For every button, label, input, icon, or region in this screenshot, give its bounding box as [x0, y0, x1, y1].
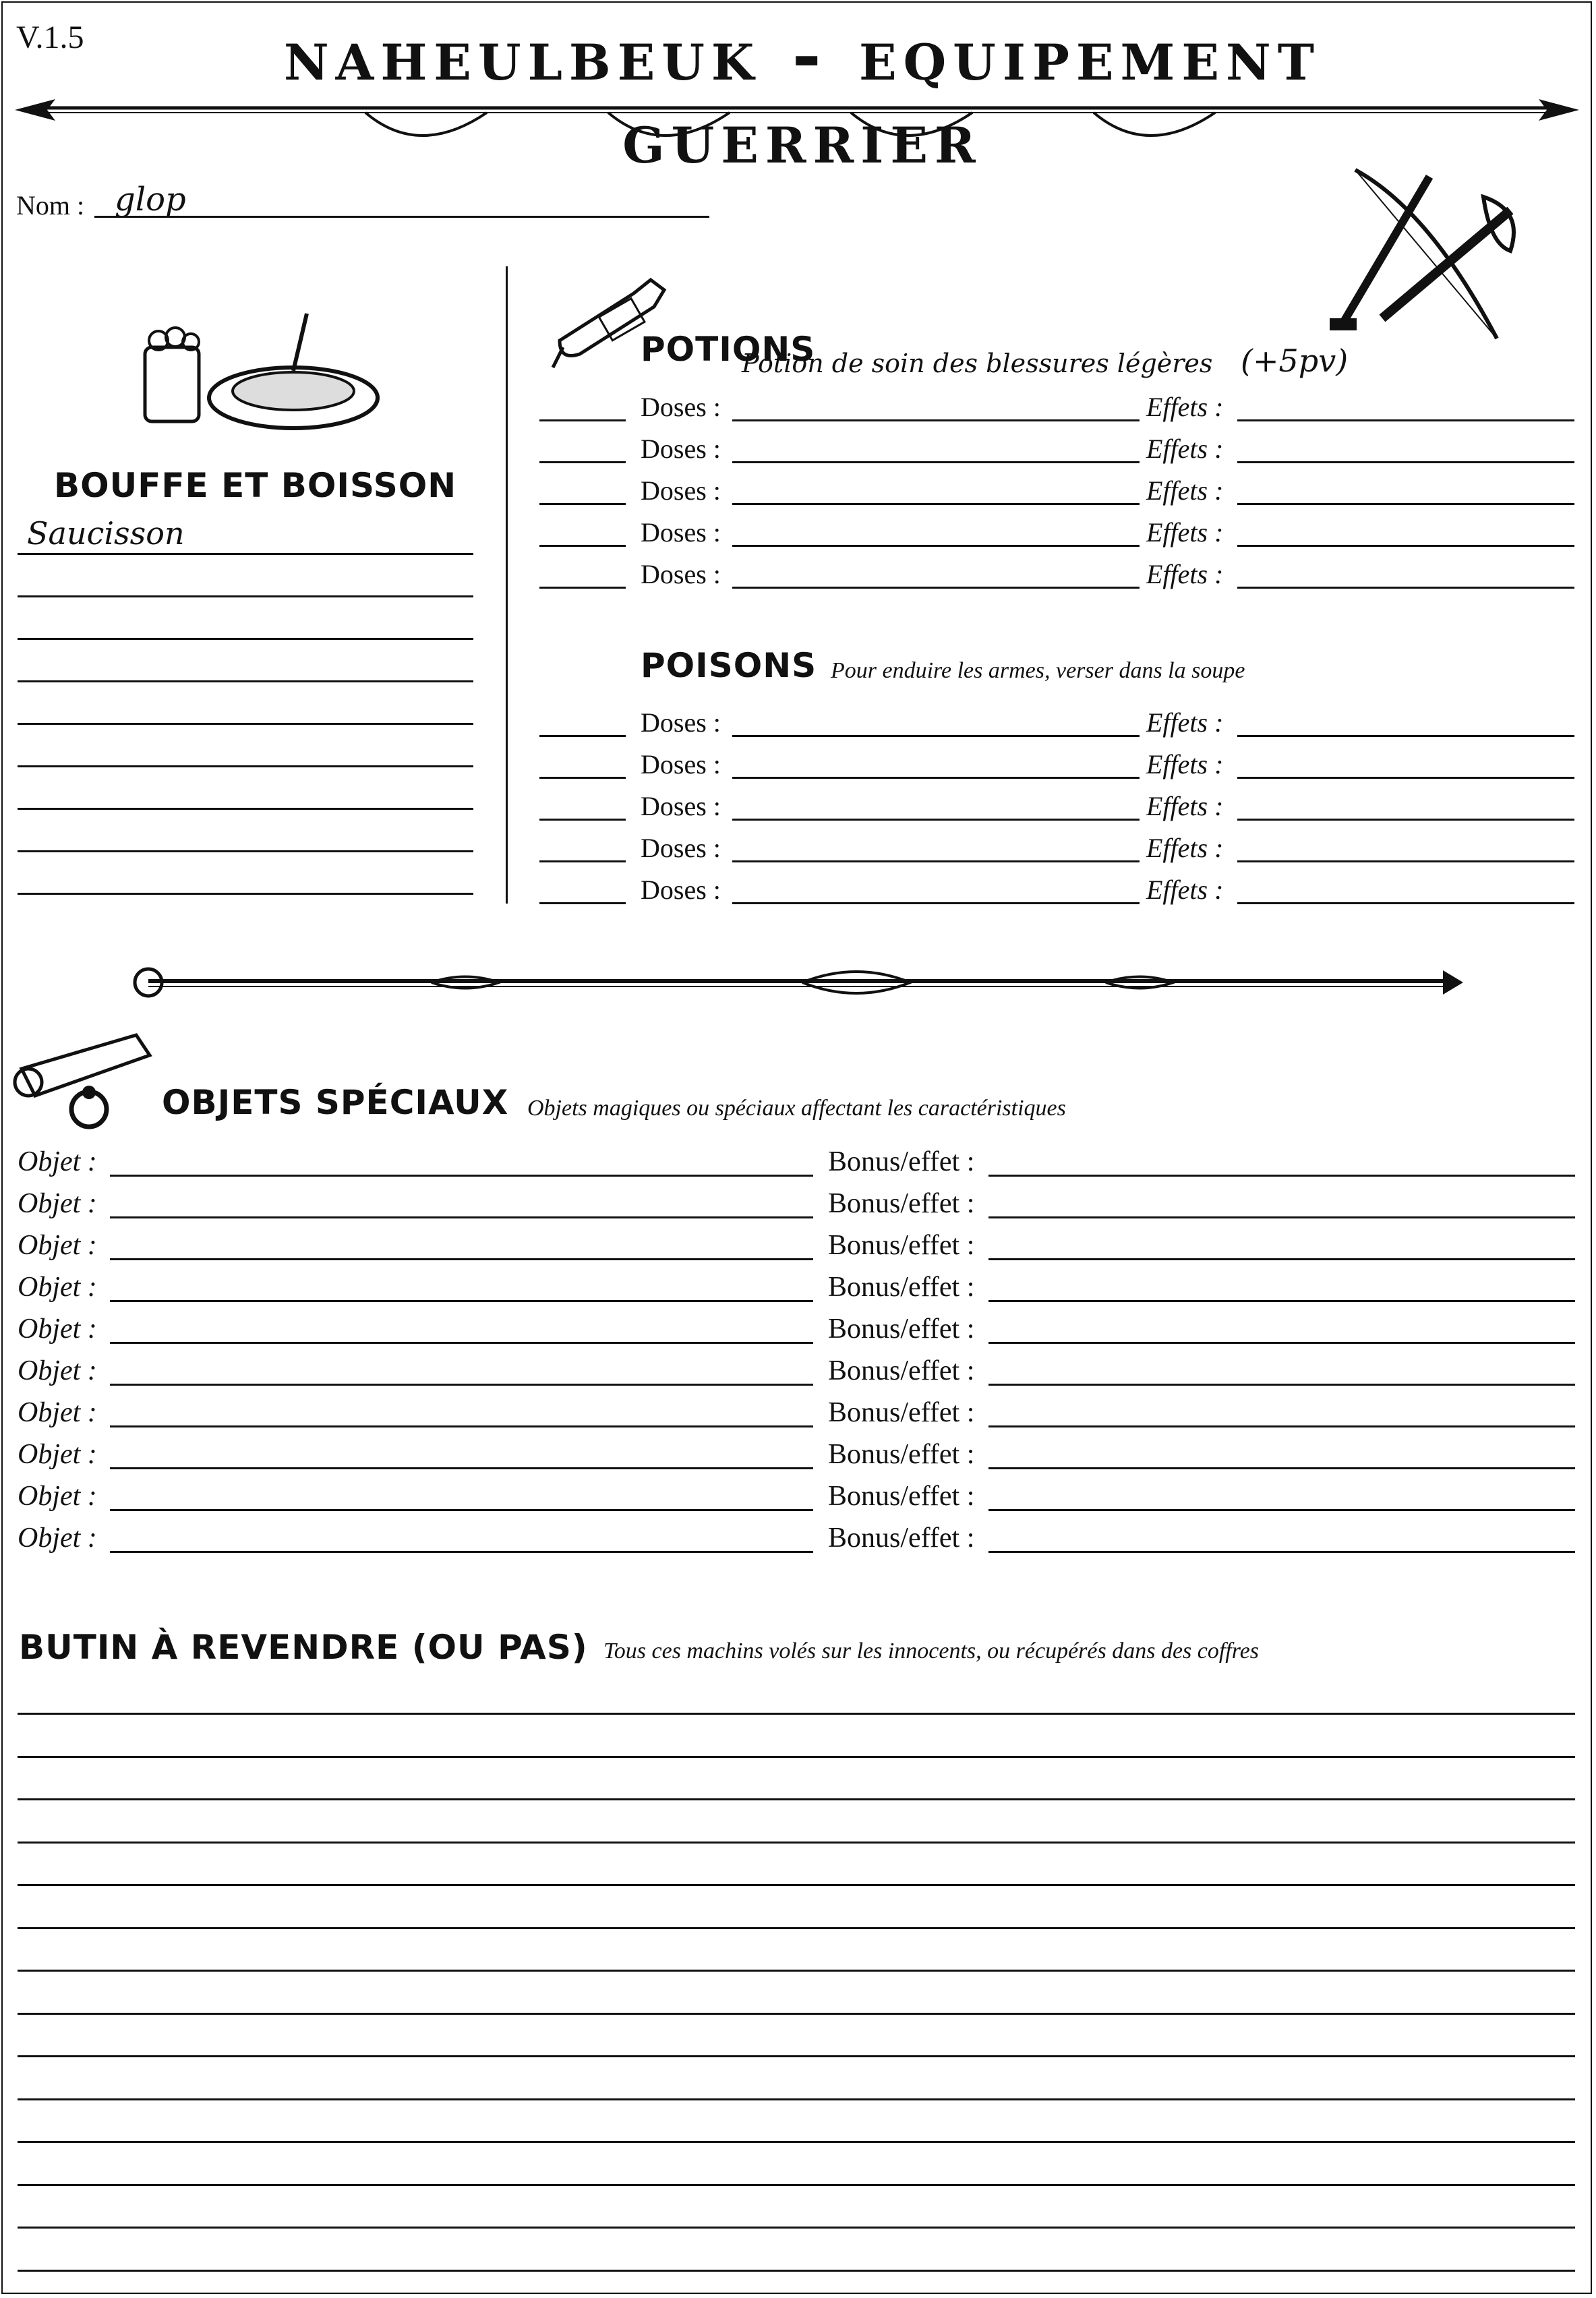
- object-line[interactable]: [110, 1384, 813, 1386]
- name-value[interactable]: glop: [115, 181, 186, 218]
- food-line: [18, 680, 473, 682]
- poison-doses-label: Doses :: [641, 707, 721, 738]
- food-line: [18, 723, 473, 725]
- bonus-label: Bonus/effet :: [828, 1230, 975, 1261]
- special-items-subtitle: Objets magiques ou spéciaux affectant les caractéristiques: [527, 1096, 1066, 1121]
- potion-doses-label: Doses :: [641, 475, 721, 506]
- object-label: Objet :: [18, 1314, 97, 1345]
- potion-doses-label: Doses :: [641, 559, 721, 589]
- poisons-title: POISONS: [641, 646, 817, 685]
- poison-effets-line[interactable]: [1237, 902, 1574, 904]
- loot-line[interactable]: [18, 1798, 1575, 1800]
- poison-doses-label: Doses :: [641, 749, 721, 779]
- bonus-line[interactable]: [988, 1425, 1575, 1427]
- potion-qty-line[interactable]: [539, 545, 626, 547]
- poison-effets-label: Effets :: [1146, 707, 1224, 738]
- object-line[interactable]: [110, 1551, 813, 1553]
- potion-effets-line[interactable]: [1237, 461, 1574, 463]
- poisons-subtitle: Pour enduire les armes, verser dans la soupe: [831, 658, 1245, 683]
- object-label: Objet :: [18, 1230, 97, 1261]
- poison-doses-line[interactable]: [732, 777, 1140, 779]
- crossed-weapons-icon: [1328, 156, 1524, 345]
- potion-doses-line[interactable]: [732, 503, 1140, 505]
- bonus-line[interactable]: [988, 1467, 1575, 1469]
- loot-line[interactable]: [18, 1970, 1575, 1972]
- poison-doses-line[interactable]: [732, 902, 1140, 904]
- poison-effets-line[interactable]: [1237, 860, 1574, 862]
- bonus-label: Bonus/effet :: [828, 1439, 975, 1470]
- poison-effets-line[interactable]: [1237, 819, 1574, 821]
- poison-doses-line[interactable]: [732, 819, 1140, 821]
- loot-line[interactable]: [18, 2141, 1575, 2143]
- poison-qty-line[interactable]: [539, 819, 626, 821]
- object-label: Objet :: [18, 1188, 97, 1219]
- staff-divider-icon: [128, 961, 1463, 1001]
- loot-line[interactable]: [18, 1884, 1575, 1886]
- poison-qty-line[interactable]: [539, 860, 626, 862]
- potion-effets-label: Effets :: [1146, 559, 1224, 589]
- potion-effets-line[interactable]: [1237, 587, 1574, 589]
- object-line[interactable]: [110, 1300, 813, 1302]
- potion-doses-line[interactable]: [732, 545, 1140, 547]
- poison-effets-label: Effets :: [1146, 833, 1224, 863]
- potions-title: POTIONS: [641, 330, 816, 369]
- potion-effets-label: Effets :: [1146, 392, 1224, 422]
- loot-subtitle: Tous ces machins volés sur les innocents, ou récupérés dans des coffres: [603, 1639, 1260, 1663]
- object-line[interactable]: [110, 1425, 813, 1427]
- version-label: V.1.5: [16, 20, 84, 55]
- poison-effets-label: Effets :: [1146, 749, 1224, 779]
- poison-qty-line[interactable]: [539, 902, 626, 904]
- poison-doses-line[interactable]: [732, 860, 1140, 862]
- loot-line[interactable]: [18, 2184, 1575, 2186]
- bonus-line[interactable]: [988, 1342, 1575, 1344]
- poison-doses-label: Doses :: [641, 791, 721, 821]
- bonus-line[interactable]: [988, 1258, 1575, 1260]
- potion-entry-text[interactable]: Potion de soin des blessures légères: [742, 349, 1213, 378]
- potion-effets-line[interactable]: [1237, 419, 1574, 421]
- potion-qty-line[interactable]: [539, 419, 626, 421]
- loot-line[interactable]: [18, 2270, 1575, 2272]
- object-label: Objet :: [18, 1272, 97, 1303]
- potion-doses-label: Doses :: [641, 434, 721, 464]
- poison-effets-line[interactable]: [1237, 777, 1574, 779]
- bonus-line[interactable]: [988, 1509, 1575, 1511]
- bonus-line[interactable]: [988, 1300, 1575, 1302]
- spear-divider-icon: [15, 84, 1579, 152]
- potion-effets-label: Effets :: [1146, 475, 1224, 506]
- food-entry[interactable]: Saucisson: [27, 515, 185, 552]
- poison-effets-label: Effets :: [1146, 875, 1224, 905]
- food-tray-icon: [138, 307, 381, 435]
- bonus-label: Bonus/effet :: [828, 1188, 975, 1219]
- loot-line[interactable]: [18, 1842, 1575, 1844]
- name-line: [94, 216, 709, 218]
- object-label: Objet :: [18, 1146, 97, 1177]
- loot-line[interactable]: [18, 1713, 1575, 1715]
- food-line: [18, 638, 473, 640]
- loot-line[interactable]: [18, 2098, 1575, 2100]
- poison-doses-label: Doses :: [641, 833, 721, 863]
- poison-doses-label: Doses :: [641, 875, 721, 905]
- loot-line[interactable]: [18, 2013, 1575, 2015]
- potion-doses-line[interactable]: [732, 419, 1140, 421]
- bonus-label: Bonus/effet :: [828, 1272, 975, 1303]
- column-divider: [506, 266, 508, 904]
- loot-line[interactable]: [18, 2055, 1575, 2057]
- food-line: [18, 893, 473, 895]
- food-title: BOUFFE ET BOISSON: [54, 466, 457, 505]
- object-line[interactable]: [110, 1342, 813, 1344]
- loot-title: BUTIN À REVENDRE (OU PAS): [19, 1628, 588, 1667]
- poison-doses-line[interactable]: [732, 735, 1140, 737]
- potion-effets-line[interactable]: [1237, 503, 1574, 505]
- potion-qty-line[interactable]: [539, 503, 626, 505]
- object-line[interactable]: [110, 1509, 813, 1511]
- object-label: Objet :: [18, 1481, 97, 1512]
- potion-entry-effect[interactable]: (+5pv): [1241, 343, 1349, 379]
- potion-qty-line[interactable]: [539, 587, 626, 589]
- special-items-title: OBJETS SPÉCIAUX: [162, 1083, 509, 1122]
- scroll-ring-icon: [15, 1028, 156, 1136]
- potion-effets-line[interactable]: [1237, 545, 1574, 547]
- loot-line[interactable]: [18, 1927, 1575, 1929]
- poison-qty-line[interactable]: [539, 735, 626, 737]
- potion-doses-label: Doses :: [641, 517, 721, 548]
- food-line: [18, 850, 473, 852]
- bonus-line[interactable]: [988, 1551, 1575, 1553]
- potion-doses-label: Doses :: [641, 392, 721, 422]
- food-line: [18, 765, 473, 767]
- loot-line[interactable]: [18, 1756, 1575, 1758]
- object-label: Objet :: [18, 1439, 97, 1470]
- potion-doses-line[interactable]: [732, 587, 1140, 589]
- food-line: [18, 553, 473, 555]
- object-line[interactable]: [110, 1216, 813, 1218]
- food-line: [18, 595, 473, 597]
- object-line[interactable]: [110, 1175, 813, 1177]
- object-line[interactable]: [110, 1258, 813, 1260]
- potion-effets-label: Effets :: [1146, 517, 1224, 548]
- bonus-line[interactable]: [988, 1175, 1575, 1177]
- object-label: Objet :: [18, 1397, 97, 1428]
- bonus-label: Bonus/effet :: [828, 1355, 975, 1386]
- potion-qty-line[interactable]: [539, 461, 626, 463]
- page-title: naheulbeuk - equipement guerrier: [283, 13, 1322, 179]
- bonus-label: Bonus/effet :: [828, 1146, 975, 1177]
- bonus-label: Bonus/effet :: [828, 1523, 975, 1554]
- potion-effets-label: Effets :: [1146, 434, 1224, 464]
- poison-effets-line[interactable]: [1237, 735, 1574, 737]
- bonus-label: Bonus/effet :: [828, 1397, 975, 1428]
- bonus-label: Bonus/effet :: [828, 1481, 975, 1512]
- bonus-line[interactable]: [988, 1384, 1575, 1386]
- bonus-label: Bonus/effet :: [828, 1314, 975, 1345]
- object-label: Objet :: [18, 1523, 97, 1554]
- potion-doses-line[interactable]: [732, 461, 1140, 463]
- poison-qty-line[interactable]: [539, 777, 626, 779]
- object-line[interactable]: [110, 1467, 813, 1469]
- name-label: Nom :: [16, 190, 85, 220]
- poison-effets-label: Effets :: [1146, 791, 1224, 821]
- loot-line[interactable]: [18, 2227, 1575, 2229]
- bonus-line[interactable]: [988, 1216, 1575, 1218]
- food-line: [18, 808, 473, 810]
- object-label: Objet :: [18, 1355, 97, 1386]
